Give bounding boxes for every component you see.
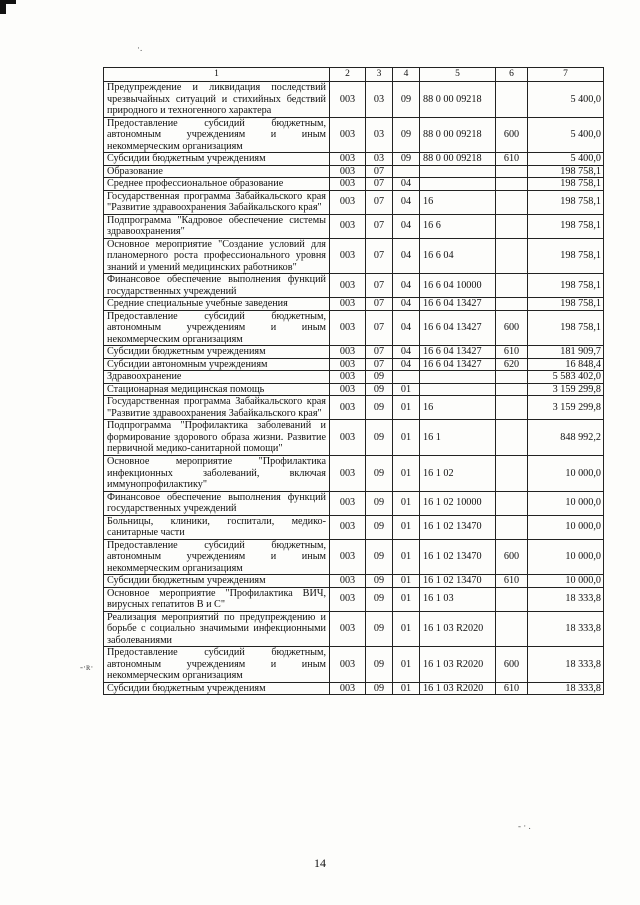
row-name-cell: Здравоохранение [104, 371, 330, 384]
target-article-cell: 16 [420, 396, 496, 420]
target-article-cell: 16 1 03 R2020 [420, 647, 496, 683]
expense-type-cell [496, 178, 528, 191]
row-name-cell: Средние специальные учебные заведения [104, 298, 330, 311]
target-article-cell: 16 1 02 13470 [420, 575, 496, 588]
code-cell: 003 [330, 238, 366, 274]
amount-cell: 10 000,0 [528, 515, 604, 539]
section-cell: 09 [366, 491, 393, 515]
expense-type-cell [496, 214, 528, 238]
row-name-cell: Основное мероприятие "Профилактика ВИЧ, вирусных гепатитов В и С" [104, 587, 330, 611]
subsection-cell: 01 [393, 539, 420, 575]
amount-cell: 10 000,0 [528, 491, 604, 515]
target-article-cell: 16 6 04 10000 [420, 274, 496, 298]
row-name-cell: Предоставление субсидий бюджетным, автономным учреждениям и иным некоммерческим организациям [104, 310, 330, 346]
subsection-cell: 04 [393, 238, 420, 274]
table-row [104, 575, 604, 588]
amount-cell: 181 909,7 [528, 346, 604, 359]
target-article-cell: 16 1 [420, 420, 496, 456]
target-article-cell: 16 1 03 [420, 587, 496, 611]
row-name-cell: Больницы, клиники, госпитали, медико-санитарные части [104, 515, 330, 539]
section-cell: 09 [366, 575, 393, 588]
target-article-cell: 16 6 04 [420, 238, 496, 274]
amount-cell: 10 000,0 [528, 455, 604, 491]
code-cell: 003 [330, 682, 366, 695]
code-cell: 003 [330, 515, 366, 539]
table-row [104, 117, 604, 153]
target-article-cell: 16 1 02 10000 [420, 491, 496, 515]
section-cell: 09 [366, 515, 393, 539]
table-row [104, 383, 604, 396]
amount-cell: 848 992,2 [528, 420, 604, 456]
section-cell: 09 [366, 420, 393, 456]
section-cell: 09 [366, 539, 393, 575]
expense-type-cell: 600 [496, 310, 528, 346]
header-cell: 4 [393, 68, 420, 82]
row-name-cell: Субсидии бюджетным учреждениям [104, 575, 330, 588]
amount-cell: 198 758,1 [528, 178, 604, 191]
target-article-cell: 16 1 02 13470 [420, 539, 496, 575]
section-cell: 09 [366, 587, 393, 611]
table-row [104, 611, 604, 647]
subsection-cell: 01 [393, 420, 420, 456]
expense-type-cell: 610 [496, 153, 528, 166]
section-cell: 07 [366, 238, 393, 274]
subsection-cell: 04 [393, 274, 420, 298]
amount-cell: 198 758,1 [528, 274, 604, 298]
table-row [104, 274, 604, 298]
subsection-cell: 04 [393, 346, 420, 359]
subsection-cell: 01 [393, 575, 420, 588]
amount-cell: 3 159 299,8 [528, 396, 604, 420]
subsection-cell: 01 [393, 587, 420, 611]
row-name-cell: Предоставление субсидий бюджетным, автономным учреждениям и иным некоммерческим организациям [104, 117, 330, 153]
code-cell: 003 [330, 117, 366, 153]
amount-cell: 5 583 402,0 [528, 371, 604, 384]
target-article-cell: 16 1 02 13470 [420, 515, 496, 539]
section-cell: 07 [366, 214, 393, 238]
section-cell: 03 [366, 153, 393, 166]
table-row [104, 153, 604, 166]
target-article-cell: 88 0 00 09218 [420, 117, 496, 153]
table-row [104, 358, 604, 371]
table-row [104, 455, 604, 491]
row-name-cell: Субсидии автономным учреждениям [104, 358, 330, 371]
amount-cell: 198 758,1 [528, 165, 604, 178]
code-cell: 003 [330, 420, 366, 456]
amount-cell: 18 333,8 [528, 682, 604, 695]
section-cell: 09 [366, 371, 393, 384]
expense-type-cell [496, 190, 528, 214]
header-cell: 1 [104, 68, 330, 82]
table-row [104, 647, 604, 683]
scan-speck: ·. [137, 43, 143, 53]
expense-type-cell [496, 274, 528, 298]
table-row [104, 346, 604, 359]
amount-cell: 5 400,0 [528, 153, 604, 166]
table-row [104, 420, 604, 456]
code-cell: 003 [330, 611, 366, 647]
subsection-cell: 04 [393, 178, 420, 191]
section-cell: 09 [366, 647, 393, 683]
code-cell: 003 [330, 190, 366, 214]
subsection-cell: 09 [393, 153, 420, 166]
subsection-cell: 01 [393, 455, 420, 491]
subsection-cell [393, 371, 420, 384]
row-name-cell: Подпрограмма "Профилактика заболеваний и формирование здорового образа жизни. Развитие первичной медико-санитарной помощи" [104, 420, 330, 456]
code-cell: 003 [330, 383, 366, 396]
header-cell: 2 [330, 68, 366, 82]
subsection-cell: 04 [393, 310, 420, 346]
amount-cell: 3 159 299,8 [528, 383, 604, 396]
subsection-cell: 01 [393, 396, 420, 420]
expense-type-cell [496, 587, 528, 611]
amount-cell: 5 400,0 [528, 82, 604, 118]
expense-type-cell [496, 420, 528, 456]
table-row [104, 587, 604, 611]
header-cell: 7 [528, 68, 604, 82]
code-cell: 003 [330, 587, 366, 611]
amount-cell: 18 333,8 [528, 587, 604, 611]
target-article-cell [420, 165, 496, 178]
amount-cell: 10 000,0 [528, 575, 604, 588]
section-cell: 09 [366, 455, 393, 491]
target-article-cell: 16 6 04 13427 [420, 358, 496, 371]
code-cell: 003 [330, 153, 366, 166]
code-cell: 003 [330, 371, 366, 384]
scan-speck: - · . [518, 821, 531, 831]
table-row [104, 190, 604, 214]
section-cell: 03 [366, 82, 393, 118]
table-row [104, 214, 604, 238]
code-cell: 003 [330, 310, 366, 346]
expense-type-cell [496, 515, 528, 539]
target-article-cell: 16 1 03 R2020 [420, 682, 496, 695]
subsection-cell: 04 [393, 190, 420, 214]
row-name-cell: Субсидии бюджетным учреждениям [104, 346, 330, 359]
code-cell: 003 [330, 346, 366, 359]
target-article-cell: 88 0 00 09218 [420, 153, 496, 166]
amount-cell: 198 758,1 [528, 190, 604, 214]
scan-corner-mark [6, 0, 16, 4]
amount-cell: 18 333,8 [528, 611, 604, 647]
code-cell: 003 [330, 178, 366, 191]
target-article-cell: 16 [420, 190, 496, 214]
row-name-cell: Основное мероприятие "Профилактика инфекционных заболеваний, включая иммунопрофилактику" [104, 455, 330, 491]
code-cell: 003 [330, 214, 366, 238]
table-row [104, 491, 604, 515]
target-article-cell: 16 6 [420, 214, 496, 238]
row-name-cell: Стационарная медицинская помощь [104, 383, 330, 396]
target-article-cell: 16 1 03 R2020 [420, 611, 496, 647]
row-name-cell: Субсидии бюджетным учреждениям [104, 153, 330, 166]
code-cell: 003 [330, 455, 366, 491]
row-name-cell: Образование [104, 165, 330, 178]
row-name-cell: Государственная программа Забайкальского края "Развитие здравоохранения Забайкальского края" [104, 190, 330, 214]
row-name-cell: Финансовое обеспечение выполнения функций государственных учреждений [104, 274, 330, 298]
code-cell: 003 [330, 358, 366, 371]
table-row [104, 82, 604, 118]
amount-cell: 10 000,0 [528, 539, 604, 575]
target-article-cell: 88 0 00 09218 [420, 82, 496, 118]
subsection-cell: 01 [393, 682, 420, 695]
amount-cell: 16 848,4 [528, 358, 604, 371]
section-cell: 07 [366, 178, 393, 191]
code-cell: 003 [330, 165, 366, 178]
table-row [104, 539, 604, 575]
expense-type-cell: 610 [496, 575, 528, 588]
subsection-cell: 01 [393, 611, 420, 647]
section-cell: 07 [366, 298, 393, 311]
section-cell: 09 [366, 611, 393, 647]
target-article-cell: 16 1 02 [420, 455, 496, 491]
row-name-cell: Предупреждение и ликвидация последствий чрезвычайных ситуаций и стихийных бедствий природного и техногенного характера [104, 82, 330, 118]
expense-type-cell [496, 371, 528, 384]
amount-cell: 198 758,1 [528, 298, 604, 311]
target-article-cell: 16 6 04 13427 [420, 298, 496, 311]
table-row [104, 178, 604, 191]
table-header-row [104, 68, 604, 82]
section-cell: 07 [366, 274, 393, 298]
subsection-cell: 04 [393, 214, 420, 238]
expense-type-cell [496, 611, 528, 647]
target-article-cell: 16 6 04 13427 [420, 310, 496, 346]
subsection-cell: 01 [393, 647, 420, 683]
section-cell: 07 [366, 358, 393, 371]
table-row [104, 682, 604, 695]
expense-type-cell [496, 82, 528, 118]
section-cell: 09 [366, 396, 393, 420]
row-name-cell: Субсидии бюджетным учреждениям [104, 682, 330, 695]
expense-type-cell [496, 238, 528, 274]
scan-speck: -·ʀ· [80, 662, 94, 672]
row-name-cell: Государственная программа Забайкальского края "Развитие здравоохранения Забайкальского края" [104, 396, 330, 420]
expense-type-cell [496, 455, 528, 491]
row-name-cell: Предоставление субсидий бюджетным, автономным учреждениям и иным некоммерческим организациям [104, 647, 330, 683]
table-row [104, 515, 604, 539]
section-cell: 07 [366, 165, 393, 178]
section-cell: 07 [366, 346, 393, 359]
table-row [104, 371, 604, 384]
row-name-cell: Основное мероприятие "Создание условий для планомерного роста профессионального уровня знаний и умений медицинских работников" [104, 238, 330, 274]
code-cell: 003 [330, 491, 366, 515]
row-name-cell: Подпрограмма "Кадровое обеспечение системы здравоохранения" [104, 214, 330, 238]
header-cell: 5 [420, 68, 496, 82]
code-cell: 003 [330, 82, 366, 118]
code-cell: 003 [330, 298, 366, 311]
code-cell: 003 [330, 274, 366, 298]
expense-type-cell [496, 491, 528, 515]
expense-type-cell [496, 298, 528, 311]
expense-type-cell: 610 [496, 346, 528, 359]
section-cell: 07 [366, 190, 393, 214]
subsection-cell: 09 [393, 82, 420, 118]
expense-type-cell [496, 396, 528, 420]
subsection-cell: 09 [393, 117, 420, 153]
subsection-cell [393, 165, 420, 178]
section-cell: 09 [366, 682, 393, 695]
expense-type-cell: 600 [496, 539, 528, 575]
code-cell: 003 [330, 396, 366, 420]
page-number: 14 [314, 856, 326, 870]
expense-type-cell [496, 165, 528, 178]
subsection-cell: 01 [393, 515, 420, 539]
header-cell: 6 [496, 68, 528, 82]
table-row [104, 238, 604, 274]
row-name-cell: Среднее профессиональное образование [104, 178, 330, 191]
subsection-cell: 01 [393, 491, 420, 515]
row-name-cell: Реализация мероприятий по предупреждению и борьбе с социально значимыми инфекционными заболеваниями [104, 611, 330, 647]
header-cell: 3 [366, 68, 393, 82]
expense-type-cell: 610 [496, 682, 528, 695]
code-cell: 003 [330, 539, 366, 575]
budget-table [103, 67, 604, 695]
subsection-cell: 01 [393, 383, 420, 396]
amount-cell: 198 758,1 [528, 214, 604, 238]
code-cell: 003 [330, 647, 366, 683]
subsection-cell: 04 [393, 298, 420, 311]
table-row [104, 310, 604, 346]
expense-type-cell: 600 [496, 647, 528, 683]
code-cell: 003 [330, 575, 366, 588]
table-row [104, 298, 604, 311]
amount-cell: 5 400,0 [528, 117, 604, 153]
section-cell: 03 [366, 117, 393, 153]
table-row [104, 165, 604, 178]
section-cell: 07 [366, 310, 393, 346]
row-name-cell: Финансовое обеспечение выполнения функций государственных учреждений [104, 491, 330, 515]
expense-type-cell [496, 383, 528, 396]
expense-type-cell: 600 [496, 117, 528, 153]
amount-cell: 18 333,8 [528, 647, 604, 683]
target-article-cell [420, 178, 496, 191]
expense-type-cell: 620 [496, 358, 528, 371]
target-article-cell [420, 371, 496, 384]
amount-cell: 198 758,1 [528, 310, 604, 346]
target-article-cell: 16 6 04 13427 [420, 346, 496, 359]
subsection-cell: 04 [393, 358, 420, 371]
section-cell: 09 [366, 383, 393, 396]
target-article-cell [420, 383, 496, 396]
amount-cell: 198 758,1 [528, 238, 604, 274]
row-name-cell: Предоставление субсидий бюджетным, автономным учреждениям и иным некоммерческим организациям [104, 539, 330, 575]
table-row [104, 396, 604, 420]
